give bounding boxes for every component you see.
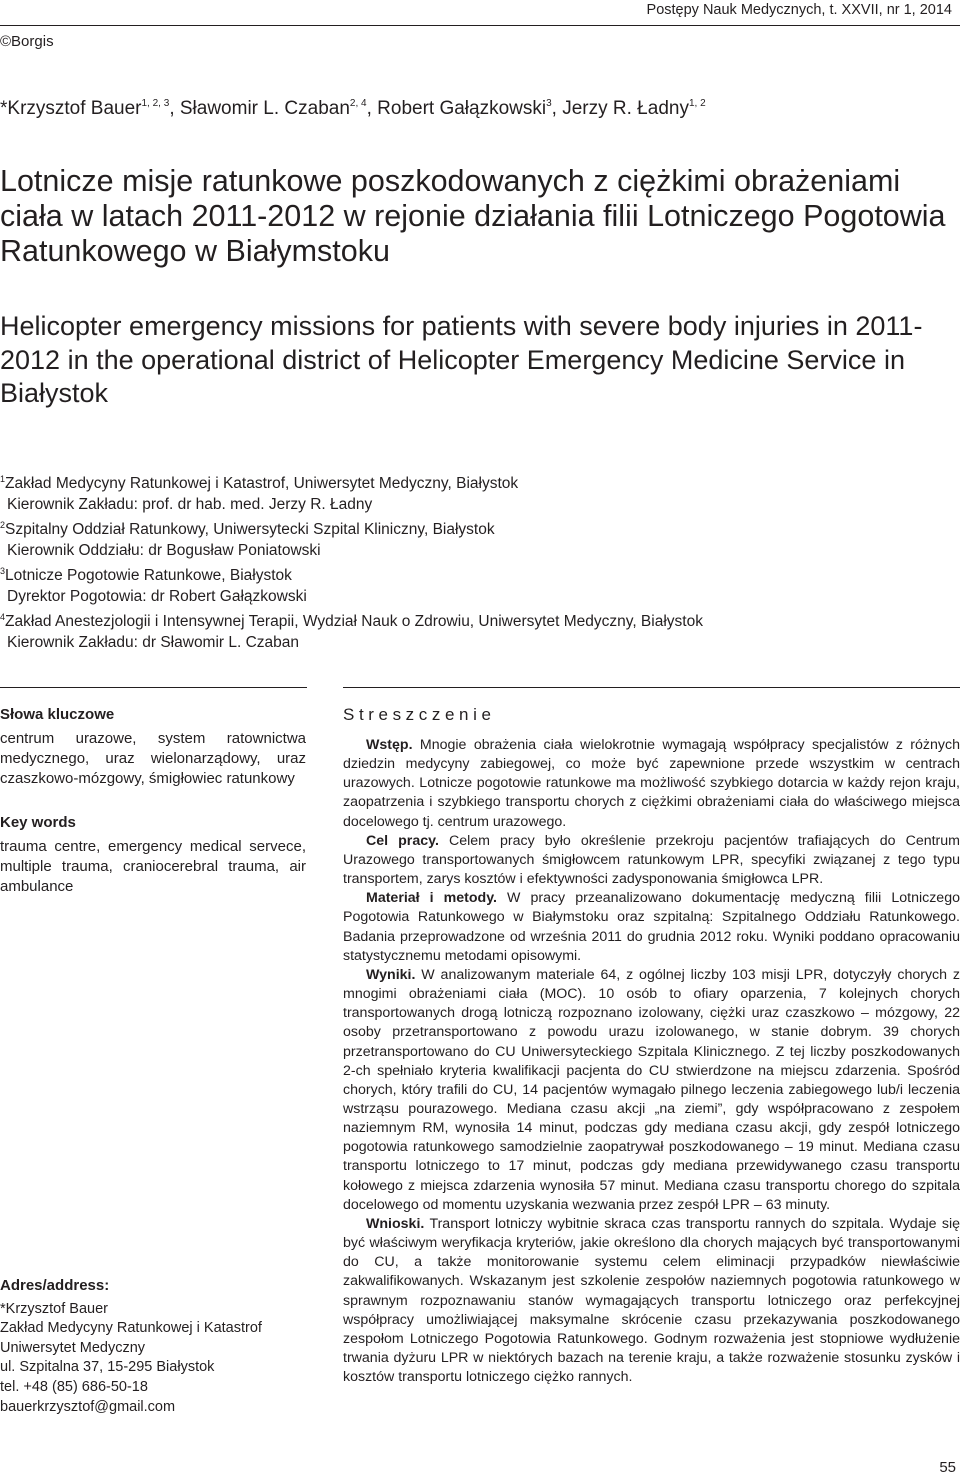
address-line: *Krzysztof Bauer [0, 1300, 108, 1317]
paper-title-polish: Lotnicze misje ratunkowe poszkodowanych z ciężkimi obrażeniami ciała w latach 2011-2012 w rejonie działania filii Lotniczego Pogotowia Ratunkowego w Białymstoku [0, 164, 946, 268]
abstract-section-text: Mnogie obrażenia ciała wielokrotnie wymagają współpracy specjalistów z różnych dziedzin medycyny zabiegowej, co może być zapewnione przede wszystkim w centrach urazowych. Lotnicze pogotowie ratunkowe ma możliwość szybkiego dotarcia w każdy rejon kraju, zaopatrzenia i szybkiego transportu chorych z ciężkimi obrażeniami ciała do właściwego miejsca docelowego tj. centrum urazowego. [343, 737, 960, 830]
abstract-heading: Streszczenie [343, 705, 496, 724]
affiliation-item [0, 469, 955, 515]
author-affil-ref: 1, 2, 3 [141, 98, 170, 109]
abstract-section-label: Wstęp. [366, 737, 413, 753]
author-name: Jerzy R. Ładny [562, 98, 689, 119]
keywords-polish-heading: Słowa kluczowe [0, 706, 115, 723]
abstract-section-text: Transport lotniczy wybitnie skraca czas transportu rannych do szpitala. Wydaje się być właściwym weryfikacja kryteriów, jakie określono dla chorych mających być transportowanymi do CU, a także monitorowanie systemu celem eliminacji przypadków niewłaściwie zakwalifikowanych. Wskazanym jest szkolenie zespołów naziemnych pogotowia ratunkowego w sprawnym rozpoznawaniu stanów wymagających transportu lotniczego oraz perfekcyjnej współpracy umożliwiającej maksymalne skrócenie czasu przekazywania poszkodowanego zespołom Lotniczego Pogotowia Ratunkowego. Godnym rozważenia jest stopniowe wydłużenie trwania dyżuru LPR w niektórych bazach na terenie kraju, a także rozważenie stosunku zysków i kosztów transportu lotniczego ciężko rannych. [343, 1215, 960, 1386]
keywords-english-text: trauma centre, emergency medical servece, multiple trauma, craniocerebral trauma, air ambulance [0, 838, 306, 895]
affiliation-item [0, 515, 955, 561]
abstract-section-label: Materiał i metody. [366, 890, 497, 907]
author-separator: , [551, 98, 563, 119]
affiliation-name: Zakład Medycyny Ratunkowej i Katastrof, Uniwersytet Medyczny, Białystok [5, 475, 519, 492]
affiliation-number: 1 [0, 474, 6, 484]
affiliation-number: 2 [0, 520, 6, 530]
affiliation-number: 4 [0, 612, 6, 622]
address-line: Zakład Medycyny Ratunkowej i Katastrof [0, 1320, 262, 1337]
abstract-body [343, 736, 960, 1387]
abstract-paragraph [343, 832, 960, 889]
abstract-section-label: Cel pracy. [366, 832, 439, 849]
address-line: tel. +48 (85) 686-50-18 [0, 1378, 148, 1395]
keywords-english-block [0, 813, 306, 897]
abstract-paragraph [343, 736, 960, 832]
affiliation-head: Kierownik Oddziału: dr Bogusław Poniatowski [7, 542, 321, 559]
page-number: 55 [939, 1459, 956, 1476]
affiliation-head: Dyrektor Pogotowia: dr Robert Gałązkowski [7, 588, 307, 605]
affiliation-item [0, 561, 955, 607]
publisher-label: ©Borgis [0, 33, 54, 50]
header-divider [0, 25, 960, 26]
journal-header: Postępy Nauk Medycznych, t. XXVII, nr 1, 2014 [646, 2, 952, 18]
abstract-paragraph [343, 889, 960, 966]
abstract-section-text: W pracy przeanalizowano dokumentację medyczną filii Lotniczego Pogotowia Ratunkowego w Białymstoku oraz szpitalną: Szpitalnego Oddziału Ratunkowego. Badania przeprowadzone od września 2011 do grudnia 2012 roku. Wyniki poddano opracowaniu statystycznemu metodami opisowymi. [343, 890, 960, 964]
affiliation-item [0, 607, 955, 653]
author-separator: , [366, 98, 378, 119]
affiliation-number: 3 [0, 566, 6, 576]
address-line: ul. Szpitalna 37, 15-295 Białystok [0, 1359, 215, 1376]
affiliation-name: Lotnicze Pogotowie Ratunkowe, Białystok [5, 567, 292, 584]
address-heading: Adres/address: [0, 1277, 110, 1294]
abstract-section-label: Wnioski. [366, 1215, 425, 1232]
abstract-paragraph [343, 966, 960, 1215]
left-column-divider [0, 687, 307, 688]
author-name: Robert Gałązkowski [377, 98, 547, 119]
address-email: bauerkrzysztof@gmail.com [0, 1398, 176, 1415]
authors-line [0, 98, 706, 120]
affiliation-name: Szpitalny Oddział Ratunkowy, Uniwersytecki Szpital Kliniczny, Białystok [5, 521, 495, 538]
affiliation-head: Kierownik Zakładu: dr Sławomir L. Czaban [7, 634, 300, 651]
author-affil-ref: 1, 2 [688, 98, 706, 109]
keywords-english-heading: Key words [0, 814, 76, 831]
abstract-section-text: W analizowanym materiale 64, z ogólnej liczby 103 misji LPR, dotyczyły chorych z mnogimi obrażeniami ciała (MOC). 10 osób to ofiary oparzenia, 7 kolejnych chorych transportowanych drogą lotniczą rozpoznano izolowany, ciężki uraz czaszkowo – mózgowy, 22 osoby przetransportowano z powodu urazu izolowanego, w stanie dobrym. 39 chorych przetransportowano do CU Uniwersyteckiego Szpitala Klinicznego. Z tej liczby poszkodowanych 2-ch spełniało kryteria kwalifikacji pacjenta do CU stwierdzone na miejscu zdarzenia. Spośród chorych, który trafili do CU, 14 pacjentów wymagało pilnego leczenia zabiegowego lub/i leczenia wstrząsu pourazowego. Mediana czasu akcji „na ziemi”, gdy współpracowano z zespołem naziemnym RM, wynosiła 14 minut, podczas gdy mediana czasu akcji, gdy zespół lotniczego pogotowia ratunkowego samodzielnie zaopatrywał poszkodowanego – 19 minut. Mediana czasu transportu lotniczego to 17 minut, podczas gdy mediana przewidywanego czasu transportu kołowego z miejsca zdarzenia wynosiła 57 minut. Mediana czasu transportu chorego do szpitala docelowego od momentu uzyskania wezwania przez zespół LPR – 63 minuty. [343, 966, 960, 1213]
abstract-section-text: Celem pracy było określenie przekroju pacjentów trafiających do Centrum Urazowego transportowanych śmigłowcem ratunkowym LPR, specyfiki związanej z tego typu transportem, zarys kosztów i efektywności zadysponowania śmigłowca LPR. [343, 832, 960, 888]
right-column-divider [343, 687, 960, 688]
affiliation-head: Kierownik Zakładu: prof. dr hab. med. Jerzy R. Ładny [7, 496, 373, 513]
author-separator: , [169, 98, 180, 119]
author-affil-ref: 3 [546, 98, 552, 109]
abstract-section-label: Wyniki. [366, 966, 416, 983]
author-name: *Krzysztof Bauer [0, 98, 142, 119]
keywords-column [0, 705, 306, 897]
correspondence-address [0, 1276, 306, 1417]
address-line: Uniwersytet Medyczny [0, 1339, 146, 1356]
paper-title-english: Helicopter emergency missions for patients with severe body injuries in 2011-2012 in the operational district of Helicopter Emergency Medicine Service in Białystok [0, 311, 923, 408]
author-affil-ref: 2, 4 [349, 98, 367, 109]
author-name: Sławomir L. Czaban [179, 98, 350, 119]
keywords-polish-text: centrum urazowe, system ratownictwa medycznego, uraz wielonarządowy, uraz czaszkowo-mózgowy, śmigłowiec ratunkowy [0, 730, 306, 787]
abstract-paragraph [343, 1215, 960, 1387]
affiliations-list [0, 469, 955, 653]
affiliation-name: Zakład Anestezjologii i Intensywnej Terapii, Wydział Nauk o Zdrowiu, Uniwersytet Medyczny, Białystok [5, 613, 703, 630]
